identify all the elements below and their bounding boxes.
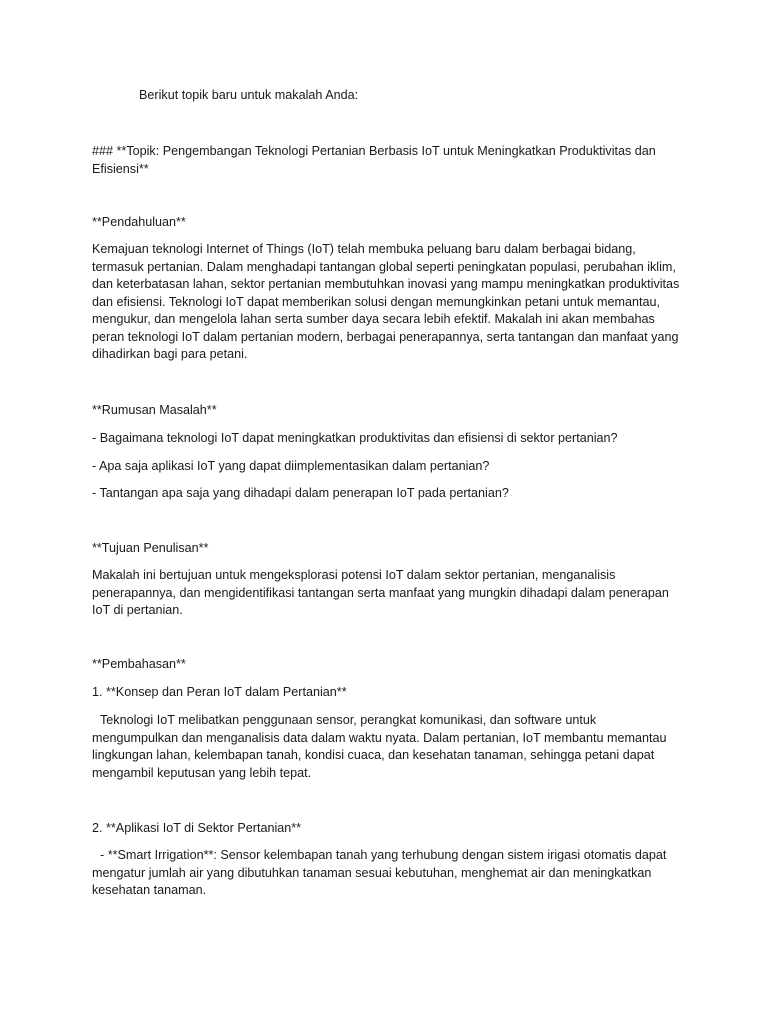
- rumusan-masalah-item-3: - Tantangan apa saja yang dihadapi dalam penerapan IoT pada pertanian?: [92, 486, 509, 500]
- topic-heading: ### **Topik: Pengembangan Teknologi Pertanian Berbasis IoT untuk Meningkatkan Produktivitas dan Efisiensi**: [92, 144, 660, 176]
- rumusan-masalah-item-2: - Apa saja aplikasi IoT yang dapat diimplementasikan dalam pertanian?: [92, 459, 490, 473]
- tujuan-penulisan-heading: **Tujuan Penulisan**: [92, 541, 209, 555]
- rumusan-masalah-item-1: - Bagaimana teknologi IoT dapat meningkatkan produktivitas dan efisiensi di sektor pertanian?: [92, 431, 618, 445]
- pembahasan-sub2-heading: 2. **Aplikasi IoT di Sektor Pertanian**: [92, 821, 302, 835]
- pembahasan-sub1-heading: 1. **Konsep dan Peran IoT dalam Pertanian**: [92, 685, 347, 699]
- intro-line: Berikut topik baru untuk makalah Anda:: [139, 88, 359, 102]
- tujuan-penulisan-body: Makalah ini bertujuan untuk mengeksplorasi potensi IoT dalam sektor pertanian, menganalisis penerapannya, dan mengidentifikasi tantangan serta manfaat yang mungkin dihadapi dalam penerapan IoT di pertanian.: [92, 568, 673, 617]
- pembahasan-sub2-body: - **Smart Irrigation**: Sensor kelembapan tanah yang terhubung dengan sistem irigasi otomatis dapat mengatur jumlah air yang dibutuhkan tanaman sesuai kebutuhan, menghemat air dan meningkatkan kesehatan tanaman.: [92, 848, 670, 897]
- pembahasan-heading: **Pembahasan**: [92, 657, 186, 671]
- pembahasan-sub1-body: Teknologi IoT melibatkan penggunaan sensor, perangkat komunikasi, dan software untuk mengumpulkan dan menganalisis data dalam waktu nyata. Dalam pertanian, IoT membantu memantau lingkungan lahan, kelembapan tanah, kondisi cuaca, dan kesehatan tanaman, sehingga petani dapat mengambil keputusan yang lebih tepat.: [92, 713, 671, 780]
- pendahuluan-body: Kemajuan teknologi Internet of Things (IoT) telah membuka peluang baru dalam berbagai bidang, termasuk pertanian. Dalam menghadapi tantangan global seperti peningkatan populasi, perubahan iklim, dan keterbatasan lahan, sektor pertanian membutuhkan inovasi yang mampu meningkatkan produktivitas dan efisiensi. Teknologi IoT dapat memberikan solusi dengan memungkinkan petani untuk memantau, mengukur, dan mengelola lahan serta sumber daya secara lebih efektif. Makalah ini akan membahas peran teknologi IoT dalam pertanian modern, berbagai penerapannya, serta tantangan dan manfaat yang dihadirkan bagi para petani.: [92, 242, 683, 361]
- pendahuluan-heading: **Pendahuluan**: [92, 215, 186, 229]
- rumusan-masalah-heading: **Rumusan Masalah**: [92, 403, 217, 417]
